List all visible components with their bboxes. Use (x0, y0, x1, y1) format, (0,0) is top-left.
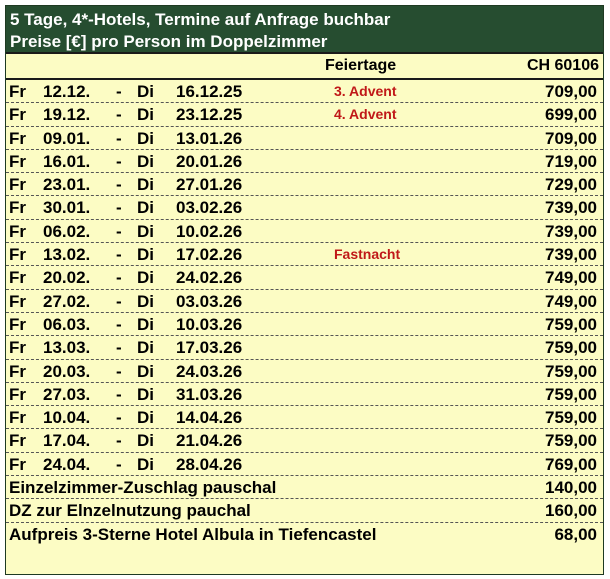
table-row (6, 173, 603, 196)
date-separator: - (116, 221, 122, 241)
price-cell: 709,00 (545, 82, 597, 101)
start-date: 30.01. (43, 198, 91, 218)
table-row (6, 266, 603, 289)
end-weekday: Di (137, 221, 154, 241)
code-column-header: CH 60106 (526, 57, 599, 74)
surcharge-value: 68,00 (554, 524, 597, 544)
start-date: 09.01. (43, 128, 91, 148)
end-weekday: Di (137, 431, 154, 451)
end-weekday: Di (137, 82, 154, 101)
start-date: 16.01. (43, 151, 91, 171)
header-title: 5 Tage, 4*-Hotels, Termine auf Anfrage buchbar (10, 10, 391, 29)
table-row (6, 360, 603, 383)
end-date: 17.03.26 (176, 338, 243, 358)
end-weekday: Di (137, 408, 154, 428)
table-row (6, 243, 603, 266)
end-date: 27.01.26 (176, 175, 243, 195)
start-weekday: Fr (9, 268, 26, 288)
end-weekday: Di (137, 105, 154, 125)
end-weekday: Di (137, 314, 154, 334)
holidays-column-header: Feiertage (325, 57, 397, 74)
surcharge-rows (6, 476, 603, 546)
date-separator: - (116, 175, 122, 195)
price-cell: 759,00 (545, 408, 597, 428)
end-date: 24.03.26 (176, 361, 243, 381)
price-cell: 739,00 (545, 221, 597, 241)
start-date: 13.03. (43, 338, 91, 358)
start-date: 23.01. (43, 175, 91, 195)
date-separator: - (116, 338, 122, 358)
end-date: 20.01.26 (176, 151, 243, 171)
end-weekday: Di (137, 245, 154, 265)
date-separator: - (116, 268, 122, 288)
date-separator: - (116, 384, 122, 404)
end-weekday: Di (137, 384, 154, 404)
end-date: 21.04.26 (176, 431, 243, 451)
price-cell: 759,00 (545, 338, 597, 358)
start-weekday: Fr (9, 361, 26, 381)
header-subtitle: Preise [€] pro Person im Doppelzimmer (10, 32, 328, 51)
table-row (6, 290, 603, 313)
surcharge-value: 140,00 (545, 478, 597, 498)
start-date: 24.04. (43, 454, 91, 474)
end-weekday: Di (137, 198, 154, 218)
date-separator: - (116, 291, 122, 311)
start-weekday: Fr (9, 221, 26, 241)
start-weekday: Fr (9, 245, 26, 265)
price-table (5, 5, 604, 575)
holiday-note: Fastnacht (334, 246, 401, 263)
start-date: 13.02. (43, 245, 91, 265)
start-weekday: Fr (9, 128, 26, 148)
start-weekday: Fr (9, 175, 26, 195)
end-weekday: Di (137, 268, 154, 288)
start-weekday: Fr (9, 82, 26, 101)
start-date: 27.02. (43, 291, 91, 311)
column-header-row (6, 54, 603, 80)
date-separator: - (116, 454, 122, 474)
table-row (6, 453, 603, 476)
end-date: 17.02.26 (176, 245, 243, 265)
table-row (6, 80, 603, 103)
start-weekday: Fr (9, 314, 26, 334)
start-weekday: Fr (9, 384, 26, 404)
end-date: 13.01.26 (176, 128, 243, 148)
end-weekday: Di (137, 291, 154, 311)
start-date: 12.12. (43, 82, 91, 101)
start-date: 10.04. (43, 408, 91, 428)
price-cell: 749,00 (545, 291, 597, 311)
holiday-note: 3. Advent (334, 83, 397, 99)
end-date: 10.03.26 (176, 314, 243, 334)
start-date: 20.02. (43, 268, 91, 288)
price-cell: 759,00 (545, 314, 597, 334)
start-weekday: Fr (9, 151, 26, 171)
start-weekday: Fr (9, 454, 26, 474)
date-rows (6, 80, 603, 476)
end-weekday: Di (137, 151, 154, 171)
price-cell: 759,00 (545, 431, 597, 451)
start-weekday: Fr (9, 198, 26, 218)
price-cell: 709,00 (545, 128, 597, 148)
table-header (6, 6, 603, 54)
start-weekday: Fr (9, 408, 26, 428)
table-row (6, 103, 603, 126)
date-separator: - (116, 82, 122, 101)
price-cell: 719,00 (545, 151, 597, 171)
end-date: 31.03.26 (176, 384, 243, 404)
end-date: 16.12.25 (176, 82, 243, 101)
price-cell: 749,00 (545, 268, 597, 288)
surcharge-row (6, 499, 603, 522)
price-cell: 759,00 (545, 384, 597, 404)
start-weekday: Fr (9, 431, 26, 451)
start-date: 17.04. (43, 431, 91, 451)
date-separator: - (116, 151, 122, 171)
surcharge-label: Einzelzimmer-Zuschlag pauschal (9, 478, 277, 498)
start-weekday: Fr (9, 105, 26, 125)
price-cell: 729,00 (545, 175, 597, 195)
end-weekday: Di (137, 175, 154, 195)
price-cell: 739,00 (545, 245, 597, 265)
end-date: 03.03.26 (176, 291, 243, 311)
end-weekday: Di (137, 361, 154, 381)
table-row (6, 313, 603, 336)
start-weekday: Fr (9, 338, 26, 358)
price-cell: 759,00 (545, 361, 597, 381)
date-separator: - (116, 128, 122, 148)
start-date: 06.02. (43, 221, 91, 241)
end-weekday: Di (137, 128, 154, 148)
surcharge-row (6, 523, 603, 546)
end-date: 10.02.26 (176, 221, 243, 241)
end-date: 28.04.26 (176, 454, 243, 474)
start-date: 06.03. (43, 314, 91, 334)
date-separator: - (116, 198, 122, 218)
table-row (6, 383, 603, 406)
start-weekday: Fr (9, 291, 26, 311)
date-separator: - (116, 245, 122, 265)
table-row (6, 150, 603, 173)
table-row (6, 406, 603, 429)
holiday-note: 4. Advent (334, 106, 397, 123)
date-separator: - (116, 408, 122, 428)
surcharge-row (6, 476, 603, 499)
table-row (6, 429, 603, 452)
table-row (6, 220, 603, 243)
price-cell: 769,00 (545, 454, 597, 474)
date-separator: - (116, 361, 122, 381)
price-cell: 699,00 (545, 105, 597, 125)
date-separator: - (116, 431, 122, 451)
date-separator: - (116, 105, 122, 125)
price-cell: 739,00 (545, 198, 597, 218)
date-separator: - (116, 314, 122, 334)
start-date: 19.12. (43, 105, 91, 125)
table-row (6, 336, 603, 359)
surcharge-label: Aufpreis 3-Sterne Hotel Albula in Tiefencastel (9, 524, 377, 544)
table-row (6, 196, 603, 219)
table-row (6, 127, 603, 150)
surcharge-value: 160,00 (545, 501, 597, 521)
end-date: 14.04.26 (176, 408, 243, 428)
start-date: 27.03. (43, 384, 91, 404)
start-date: 20.03. (43, 361, 91, 381)
end-date: 24.02.26 (176, 268, 243, 288)
end-weekday: Di (137, 338, 154, 358)
end-date: 03.02.26 (176, 198, 243, 218)
end-date: 23.12.25 (176, 105, 243, 125)
end-weekday: Di (137, 454, 154, 474)
surcharge-label: DZ zur Elnzelnutzung pauchal (9, 501, 251, 521)
